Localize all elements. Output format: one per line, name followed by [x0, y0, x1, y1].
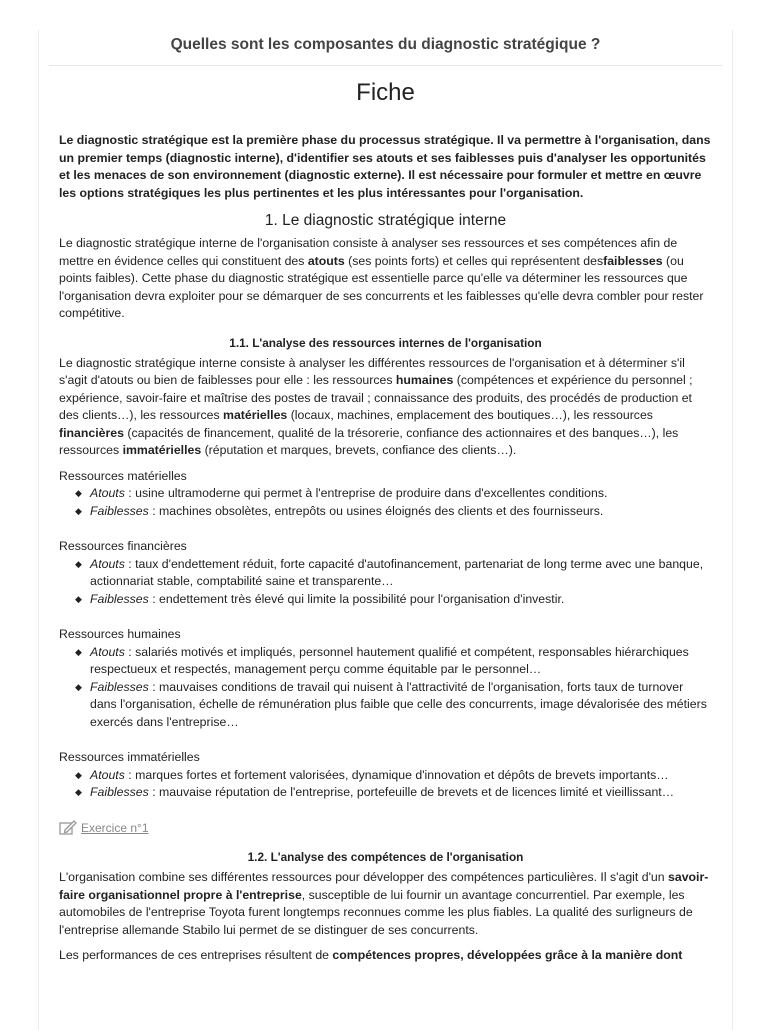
item-label: Faiblesses — [90, 679, 149, 694]
list-item — [73, 556, 712, 591]
category-list — [59, 485, 712, 520]
item-text: : endettement très élevé qui limite la possibilité pour l'organisation d'investir. — [148, 591, 565, 606]
section-1-1-paragraph — [59, 355, 712, 460]
list-item — [73, 503, 712, 521]
text-run: , susceptible de lui fournir un avantage concurrentiel. Par exemple, les automobiles de l'entreprise Toyota furent longtemps reconnues comme les plus fiables. La qualité des surligneurs de l'entreprise allemande Stabilo lui permet de se distinguer de ses concurrents. — [59, 887, 693, 937]
list-item — [73, 784, 712, 802]
document-page — [38, 30, 733, 1030]
text-run: Les performances de ces entreprises résultent de — [59, 948, 333, 962]
bullet-icon: ◆ — [75, 646, 82, 657]
page-header — [49, 30, 722, 66]
section-1-paragraph — [59, 235, 712, 323]
bullet-icon: ◆ — [75, 488, 82, 498]
list-item — [73, 767, 712, 785]
document-body — [39, 132, 732, 965]
exercise-link-row[interactable] — [59, 820, 712, 838]
category-list — [59, 644, 712, 732]
resource-category — [59, 626, 712, 731]
text-run: (locaux, machines, emplacement des boutiques…), les ressources — [287, 408, 653, 422]
item-text: : mauvaise réputation de l'entreprise, portefeuille de brevets et de licences limité et vieillissant… — [148, 785, 675, 799]
resource-category — [59, 468, 712, 521]
list-item — [73, 644, 712, 679]
bold-term: atouts — [307, 253, 345, 268]
item-label: Atouts — [90, 556, 125, 571]
document-type-label: Fiche — [356, 79, 415, 106]
bold-term: humaines — [395, 373, 454, 387]
category-title: Ressources financières — [59, 539, 187, 553]
section-1-1-heading: 1.1. L'analyse des ressources internes de l'organisation — [229, 335, 542, 350]
category-list — [59, 767, 712, 802]
item-label: Faiblesses — [90, 591, 149, 606]
bullet-icon: ◆ — [75, 593, 82, 604]
text-run: (compétences et expérience du personnel ; expérience, savoir-faire et maîtrise des postes de travail ; connaissance des produits, des procédés de production et des clients…), les ressources — [59, 373, 693, 422]
item-text: : salariés motivés et impliqués, personnel hautement qualifié et compétent, responsables hiérarchiques respectueux et respectés, management perçu comme équitable par le personnel… — [90, 644, 689, 676]
text-run: L'organisation combine ses différentes ressources pour développer des compétences particulières. Il s'agit d'un — [59, 870, 669, 884]
category-title: Ressources matérielles — [59, 468, 187, 483]
item-label: Faiblesses — [90, 785, 149, 799]
bold-term: matérielles — [223, 408, 288, 422]
exercise-link[interactable]: Exercice n°1 — [81, 820, 149, 835]
edit-icon — [59, 820, 77, 836]
bullet-icon: ◆ — [75, 505, 82, 516]
bullet-icon: ◆ — [75, 769, 82, 780]
category-title: Ressources immatérielles — [59, 750, 200, 764]
text-run: Le diagnostic stratégique interne de l'organisation consiste à analyser ses ressources et ses compétences afin de mettre en évidence celles qui constituent des — [59, 236, 678, 268]
bold-term: immatérielles — [122, 443, 202, 457]
item-label: Atouts — [90, 644, 125, 659]
text-run: (réputation et marques, brevets, confiance des clients…). — [201, 443, 517, 457]
item-label: Atouts — [90, 767, 125, 782]
section-1-2-paragraph-2 — [59, 947, 712, 965]
text-run: (ou points faibles). Cette phase du diagnostic stratégique est essentielle parce qu'elle va déterminer les ressources que l'organisation devra exploiter pour se démarquer de ses concurrents et les faiblesses qu'elle devra combler pour rester compétitive. — [59, 253, 704, 320]
category-title: Ressources humaines — [59, 627, 181, 641]
page-title: Quelles sont les composantes du diagnostic stratégique ? — [170, 36, 601, 53]
item-label: Atouts — [90, 486, 125, 500]
bold-term: faiblesses — [603, 253, 663, 268]
bold-term: financières — [59, 425, 124, 440]
list-item — [73, 591, 712, 609]
section-1-2-paragraph — [59, 869, 712, 939]
bold-term: savoir-faire organisationnel propre à l'entreprise — [59, 870, 709, 902]
bullet-icon: ◆ — [75, 787, 82, 797]
section-1-2-heading: 1.2. L'analyse des compétences de l'organisation — [247, 850, 524, 864]
text-run: (capacités de financement, qualité de la trésorerie, confiance des actionnaires et des banques…), les ressources — [59, 425, 679, 457]
intro-paragraph: Le diagnostic stratégique est la première phase du processus stratégique. Il va permettre à l'organisation, dans un premier temps (diagnostic interne), d'identifier ses atouts et ses faiblesses puis d'analyser les opportunités et les menaces de son environnement (diagnostic externe). Il est nécessaire pour formuler et mettre en œuvre les options stratégiques les plus pertinentes et les plus intéressantes pour l'organisation. — [59, 133, 711, 200]
resource-category — [59, 749, 712, 802]
text-run: Le diagnostic stratégique interne consiste à analyser les différentes ressources de l'organisation et à déterminer s'il s'agit d'atouts ou bien de faiblesses pour elle : les ressources — [59, 355, 685, 387]
bullet-icon: ◆ — [75, 558, 82, 569]
item-text: : machines obsolètes, entrepôts ou usines éloignés des clients et des fournisseurs. — [148, 503, 604, 518]
text-run: (ses points forts) et celles qui représentent des — [344, 253, 604, 268]
resource-category — [59, 538, 712, 608]
section-1-heading: 1. Le diagnostic stratégique interne — [264, 212, 507, 229]
bullet-icon: ◆ — [75, 681, 82, 692]
list-item — [73, 679, 712, 732]
item-label: Faiblesses — [90, 503, 149, 518]
item-text: : mauvaises conditions de travail qui nuisent à l'attractivité de l'organisation, forts taux de turnover dans l'organisation, échelle de rémunération plus faible que celle des concurrents, image dévalorisée des métiers exercés dans l'entreprise… — [90, 679, 707, 729]
item-text: : marques fortes et fortement valorisées, dynamique d'innovation et dépôts de brevets importants… — [124, 767, 669, 782]
bold-term: compétences propres, développées grâce à la manière dont — [332, 948, 683, 962]
list-item — [73, 485, 712, 503]
category-list — [59, 556, 712, 609]
item-text: : taux d'endettement réduit, forte capacité d'autofinancement, partenariat de long terme avec une banque, actionnariat stable, comptabilité saine et transparente… — [90, 556, 704, 588]
item-text: : usine ultramoderne qui permet à l'entreprise de produire dans d'excellentes conditions. — [124, 486, 608, 500]
